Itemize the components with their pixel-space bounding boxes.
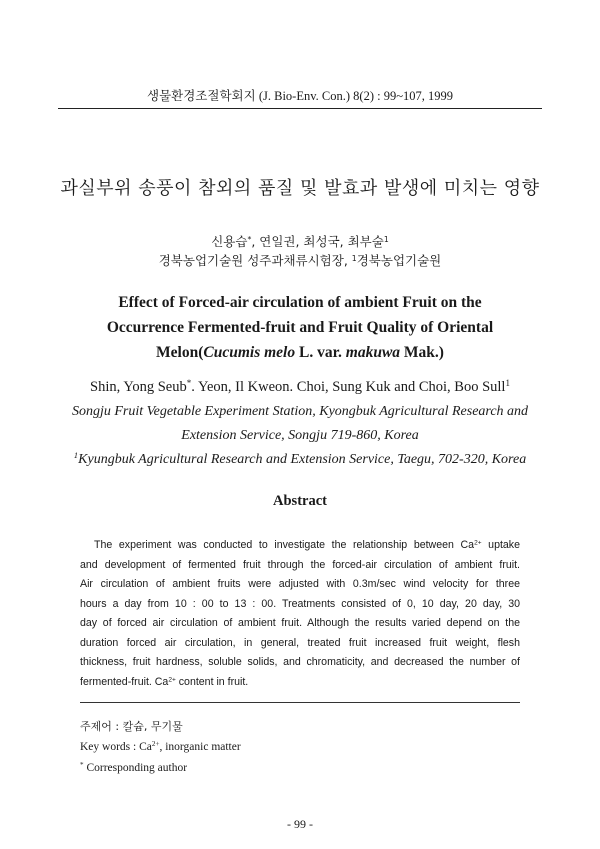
- english-title-line-2: Occurrence Fermented-fruit and Fruit Quality of Oriental: [106, 319, 494, 336]
- variety-name: makuwa: [345, 344, 401, 361]
- abstract-line: day of forced air circulation of ambient fruit. Although the results varied depend on the: [80, 617, 520, 629]
- title-text: Mak.): [400, 344, 444, 361]
- title-text: Melon(: [156, 344, 204, 361]
- species-name: Cucumis melo: [203, 344, 296, 361]
- korean-coauthors: , 연일권, 최성국, 최부술: [251, 234, 384, 249]
- english-title-line-1: Effect of Forced-air circulation of ambient Fruit on the: [118, 294, 482, 311]
- korean-affiliation-secondary: 경북농업기술원: [356, 253, 442, 268]
- abstract-line: hours a day from 10 : 00 to 13 : 00. Treatments consisted of 0, 10 day, 20 day, 30: [80, 597, 520, 610]
- keywords-text: Key words : Ca: [80, 741, 152, 753]
- abstract-text: The experiment was conducted to investigate the relationship between Ca: [94, 539, 475, 551]
- korean-affiliation: [0, 251, 600, 269]
- header-rule: [58, 108, 542, 109]
- abstract-text: content in fruit.: [175, 675, 249, 688]
- affiliation-line-1: Songju Fruit Vegetable Experiment Station, Kyongbuk Agricultural Research and: [71, 404, 529, 419]
- abstract-text: uptake: [481, 539, 520, 551]
- abstract-line: and development of fermented fruit through the forced-air circulation of ambient fruit.: [80, 558, 520, 571]
- keywords: [80, 737, 241, 758]
- footnote-rule: [80, 702, 520, 703]
- affiliation-line-2: Extension Service, Songju 719-860, Korea: [181, 428, 419, 443]
- corresponding-author-note: [80, 758, 241, 779]
- affiliation-marker: 1: [383, 234, 389, 244]
- abstract-line: thickness, fruit hardness, soluble solids, and chromaticity, and decreased the number of: [80, 656, 520, 668]
- affiliation-marker: 1: [505, 378, 510, 389]
- superscript: 2+: [474, 539, 482, 547]
- korean-keywords: 주제어 : 칼슘, 무기물: [80, 720, 183, 733]
- corresponding-marker: *: [80, 761, 84, 770]
- abstract-line: Air circulation of ambient fruits were adjusted with 0.3m/sec wind velocity for three: [80, 578, 520, 590]
- abstract-line: duration forced air circulation, in general, treated fruit increased fruit weight, flesh: [80, 636, 520, 649]
- journal-header: 생물환경조절학회지 (J. Bio-Env. Con.) 8(2) : 99~107, 1999: [147, 89, 453, 103]
- affiliation-marker: 1: [73, 450, 79, 461]
- abstract-heading: Abstract: [273, 493, 327, 509]
- abstract-body: [80, 536, 520, 692]
- affiliation-text: Kyungbuk Agricultural Research and Extension Service, Taegu, 702-320, Korea: [78, 452, 527, 467]
- english-title-line-3: [0, 344, 600, 362]
- page-number: - 99 -: [287, 817, 313, 831]
- corresponding-text: Corresponding author: [83, 762, 188, 774]
- corresponding-marker: *: [186, 378, 192, 389]
- english-authors: [0, 379, 600, 396]
- affiliation-line-3: [0, 452, 600, 468]
- korean-first-author: 신용습: [211, 234, 248, 249]
- coauthors: . Yeon, Il Kweon. Choi, Sung Kuk and Choi, Boo Sull: [191, 379, 506, 395]
- superscript: 2+: [168, 675, 176, 683]
- abstract-line: [80, 673, 520, 693]
- superscript: 2+: [151, 740, 160, 749]
- title-text: L. var.: [295, 344, 346, 361]
- corresponding-marker: *: [247, 234, 252, 244]
- first-author: Shin, Yong Seub: [90, 379, 187, 395]
- abstract-line: [80, 536, 520, 556]
- korean-authors: [0, 232, 600, 250]
- affiliation-marker: 1: [351, 253, 357, 263]
- abstract-text: fermented-fruit. Ca: [80, 675, 169, 688]
- keywords-text: , inorganic matter: [159, 741, 241, 753]
- korean-title: 과실부위 송풍이 참외의 품질 및 발효과 발생에 미치는 영향: [60, 178, 540, 199]
- footnotes: [80, 716, 241, 779]
- korean-affiliation-primary: 경북농업기술원 성주과채류시험장,: [158, 253, 352, 268]
